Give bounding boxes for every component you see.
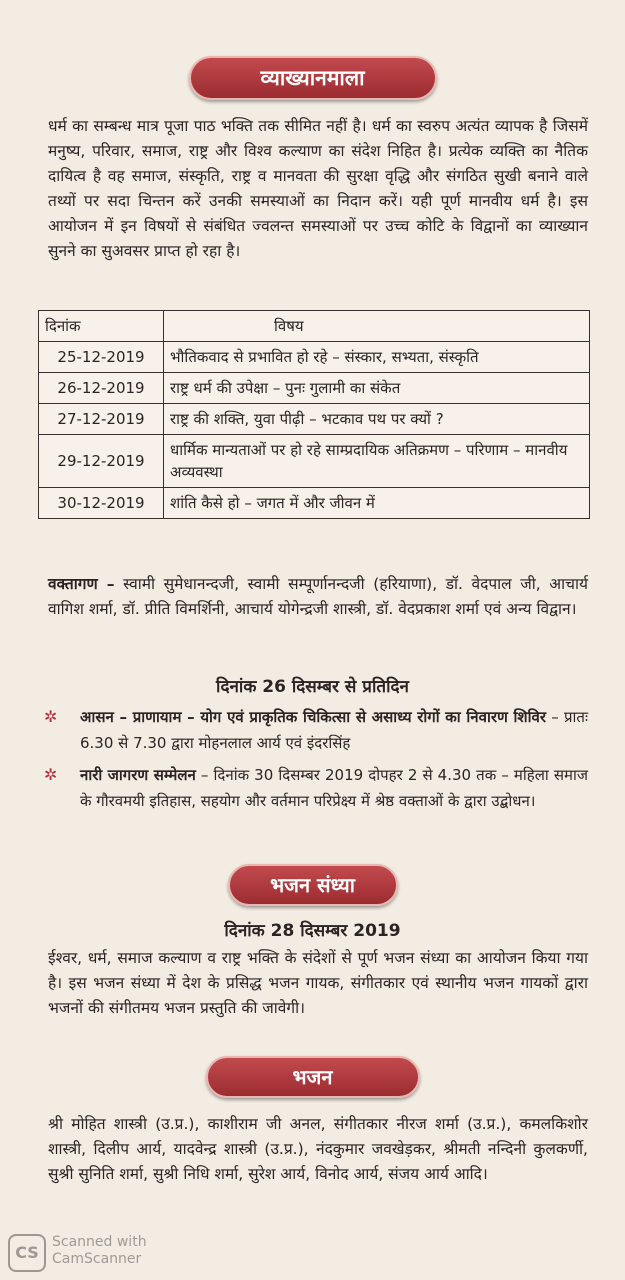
row-topic: राष्ट्र की शक्ति, युवा पीढ़ी – भटकाव पथ पर क्यों ? bbox=[164, 404, 590, 435]
row-date: 26-12-2019 bbox=[39, 373, 164, 404]
watermark-line1: Scanned with bbox=[52, 1234, 147, 1250]
table-row bbox=[39, 404, 590, 435]
row-date: 29-12-2019 bbox=[39, 435, 164, 488]
row-date: 30-12-2019 bbox=[39, 488, 164, 519]
lecture-series-heading: व्याख्यानमाला bbox=[189, 56, 437, 100]
speakers-label: वक्तागण – bbox=[48, 575, 115, 593]
table-row bbox=[39, 488, 590, 519]
intro-paragraph: धर्म का सम्बन्ध मात्र पूजा पाठ भक्ति तक सीमित नहीं है। धर्म का स्वरुप अत्यंत व्यापक है जिसमें मनुष्य, परिवार, समाज, राष्ट्र और विश्व कल्याण का संदेश निहित है। प्रत्येक व्यक्ति का नैतिक दायित्व है वह समाज, संस्कृति, राष्ट्र व मानवता की सुरक्षा वृद्धि और संगठित सुखी बनाने वाले तथ्यों पर सदा चिन्तन करें उनकी समस्याओं का निदान करें। यही पूर्ण मानवीय धर्म है। इस आयोजन में इन विषयों से संबंधित ज्वलन्त समस्याओं पर उच्च कोटि के विद्वानों का व्याख्यान सुनने का सुअवसर प्राप्त हो रहा है। bbox=[48, 117, 588, 260]
bhajan-heading: भजन bbox=[206, 1056, 420, 1098]
table-row bbox=[39, 435, 590, 488]
bhajan-sandhya-heading: भजन संध्या bbox=[228, 864, 398, 906]
camscanner-logo: CS bbox=[8, 1234, 46, 1272]
yoga-title: आसन – प्राणायाम – योग एवं प्राकृतिक चिकित्सा से असाध्य रोगों का निवारण शिविर bbox=[80, 708, 546, 726]
row-date: 27-12-2019 bbox=[39, 404, 164, 435]
row-topic: राष्ट्र धर्म की उपेक्षा – पुनः गुलामी का संकेत bbox=[164, 373, 590, 404]
star-bullet-icon: ✲ bbox=[44, 765, 58, 784]
header-date: दिनांक bbox=[39, 311, 164, 342]
row-topic: धार्मिक मान्यताओं पर हो रहे साम्प्रदायिक अतिक्रमण – परिणाम – मानवीय अव्यवस्था bbox=[164, 435, 590, 488]
table-row bbox=[39, 373, 590, 404]
row-topic: भौतिकवाद से प्रभावित हो रहे – संस्कार, सभ्यता, संस्कृति bbox=[164, 342, 590, 373]
daily-item-women bbox=[44, 762, 588, 814]
row-topic: शांति कैसे हो – जगत में और जीवन में bbox=[164, 488, 590, 519]
daily-heading: दिनांक 26 दिसम्बर से प्रतिदिन bbox=[216, 677, 409, 697]
women-detail: – दिनांक 30 दिसम्बर 2019 दोपहर 2 से 4.30 तक – महिला समाज के गौरवमयी इतिहास, सहयोग और वर्तमान परिप्रेक्ष्य में श्रेष्ठ वक्ताओं के द्वारा उद्बोधन। bbox=[80, 766, 588, 810]
header-topic: विषय bbox=[164, 311, 590, 342]
bhajan-singers: श्री मोहित शास्त्री (उ.प्र.), काशीराम जी अनल, संगीतकार नीरज शर्मा (उ.प्र.), कमलकिशोर शास्त्री, दिलीप आर्य, यादवेन्द्र शास्त्री (उ.प्र.), नंदकुमार जवखेड़कर, श्रीमती नन्दिनी कुलकर्णी, सुश्री सुनिति शर्मा, सुश्री निधि शर्मा, सुरेश आर्य, विनोद आर्य, संजय आर्य आदि। bbox=[48, 1115, 588, 1183]
camscanner-watermark bbox=[8, 1228, 168, 1274]
speakers-block bbox=[48, 572, 588, 622]
schedule-table bbox=[38, 310, 590, 519]
daily-item-yoga bbox=[44, 704, 588, 756]
table-row bbox=[39, 342, 590, 373]
star-bullet-icon: ✲ bbox=[44, 707, 58, 726]
speakers-text: स्वामी सुमेधानन्दजी, स्वामी सम्पूर्णानन्दजी (हरियाणा), डॉ. वेदपाल जी, आचार्य वागिश शर्मा, डॉ. प्रीति विमर्शिनी, आचार्य योगेन्द्रजी शास्त्री, डॉ. वेदप्रकाश शर्मा एवं अन्य विद्वान। bbox=[48, 575, 588, 618]
bhajan-sandhya-date: दिनांक 28 दिसम्बर 2019 bbox=[224, 921, 401, 941]
yoga-detail: – प्रातः 6.30 से 7.30 द्वारा मोहनलाल आर्य एवं इंदरसिंह bbox=[80, 708, 588, 752]
women-title: नारी जागरण सम्मेलन bbox=[80, 766, 196, 784]
watermark-line2: CamScanner bbox=[52, 1251, 142, 1267]
table-header-row bbox=[39, 311, 590, 342]
bhajan-sandhya-text: ईश्वर, धर्म, समाज कल्याण व राष्ट्र भक्ति के संदेशों से पूर्ण भजन संध्या का आयोजन किया गया है। इस भजन संध्या में देश के प्रसिद्ध भजन गायक, संगीतकार एवं स्थानीय भजन गायकों द्वारा भजनों की संगीतमय भजन प्रस्तुति की जावेगी। bbox=[48, 949, 588, 1017]
row-date: 25-12-2019 bbox=[39, 342, 164, 373]
